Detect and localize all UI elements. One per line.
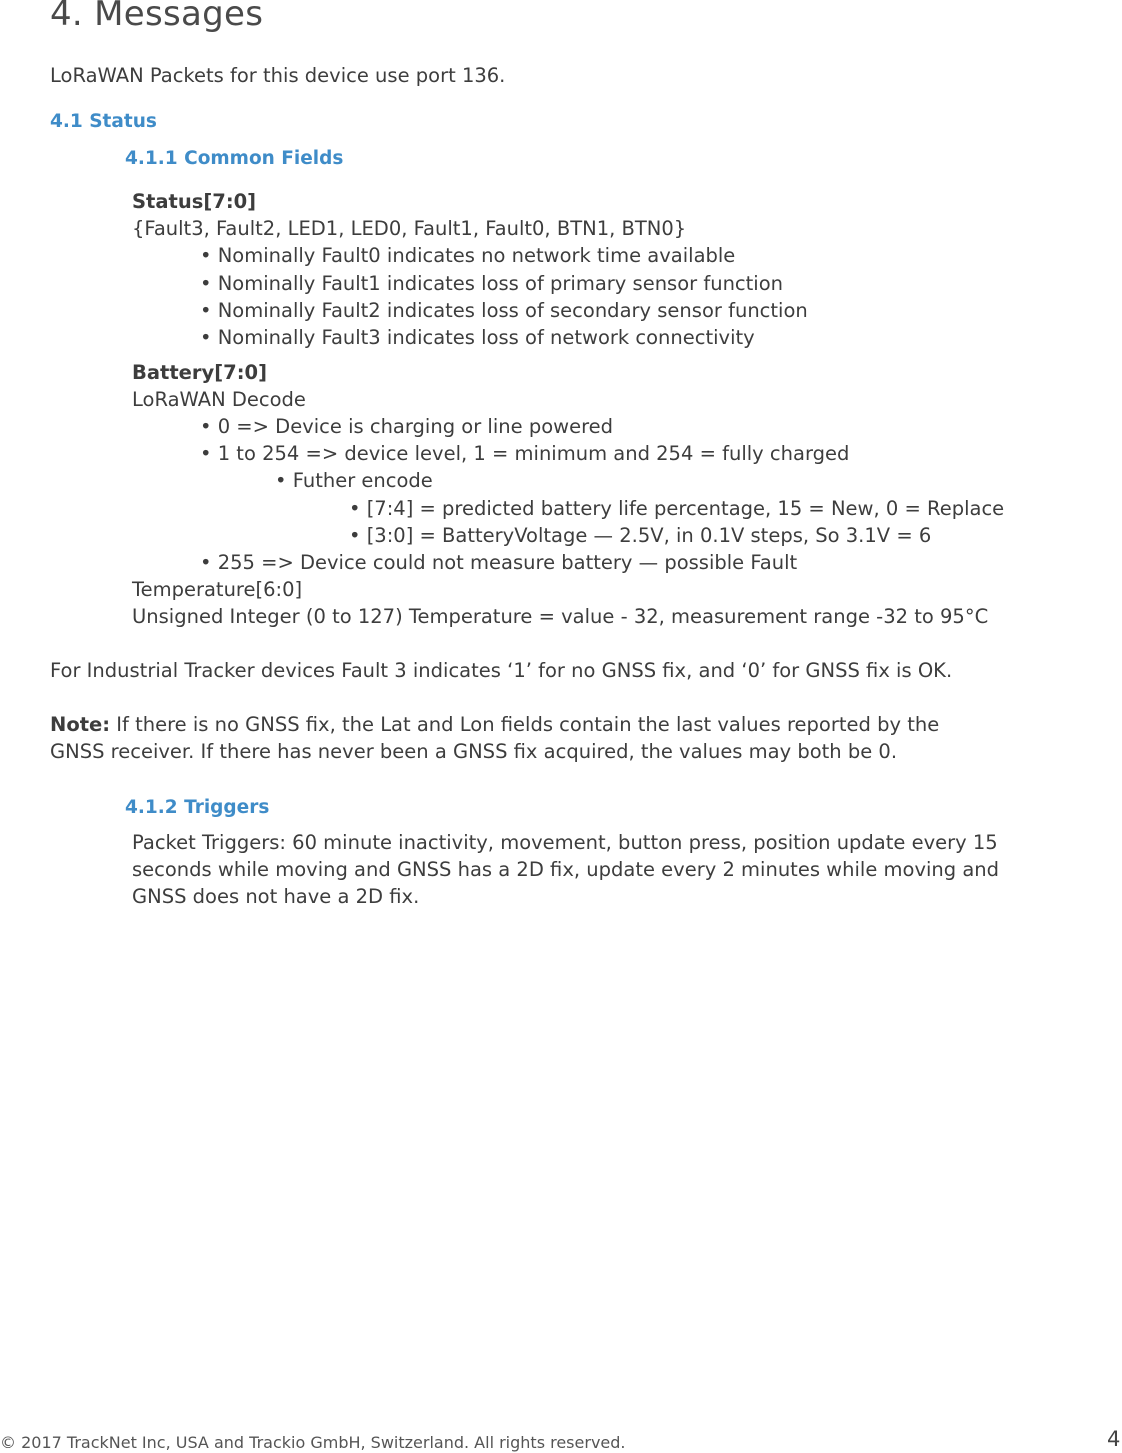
status-bullet: • Nominally Fault0 indicates no network time available bbox=[200, 244, 736, 267]
subsection-heading-triggers: 4.1.2 Triggers bbox=[125, 797, 270, 818]
battery-bullet-nested-2: • [3:0] = BatteryVoltage — 2.5V, in 0.1V steps, So 3.1V = 6 bbox=[349, 524, 932, 547]
triggers-line: Packet Triggers: 60 minute inactivity, movement, button press, position update every 15 bbox=[132, 831, 998, 854]
subsection-heading-common-fields: 4.1.1 Common Fields bbox=[125, 148, 344, 169]
temperature-field-desc: Unsigned Integer (0 to 127) Temperature = value - 32, measurement range -32 to 95°C bbox=[132, 605, 989, 628]
status-bullet: • Nominally Fault1 indicates loss of primary sensor function bbox=[200, 272, 784, 295]
section-heading-status: 4.1 Status bbox=[50, 111, 157, 132]
note-label: Note: bbox=[50, 713, 111, 736]
note-text: If there is no GNSS fix, the Lat and Lon fields contain the last values reported by the bbox=[110, 713, 940, 736]
gnss-note-line-1 bbox=[50, 711, 939, 738]
battery-bullet-nested: • Futher encode bbox=[275, 469, 433, 492]
industrial-tracker-note: For Industrial Tracker devices Fault 3 indicates ‘1’ for no GNSS fix, and ‘0’ for GNSS fix is OK. bbox=[50, 659, 953, 682]
temperature-field-label: Temperature[6:0] bbox=[132, 578, 303, 601]
battery-bullet-nested-2: • [7:4] = predicted battery life percentage, 15 = New, 0 = Replace bbox=[349, 497, 1005, 520]
battery-bullet: • 255 => Device could not measure battery — possible Fault bbox=[200, 551, 798, 574]
page-number: 4 bbox=[1107, 1427, 1121, 1451]
status-field-bits: {Fault3, Fault2, LED1, LED0, Fault1, Fault0, BTN1, BTN0} bbox=[132, 217, 687, 240]
battery-decode-label: LoRaWAN Decode bbox=[132, 388, 306, 411]
battery-field-label: Battery[7:0] bbox=[132, 361, 267, 384]
status-field-label: Status[7:0] bbox=[132, 190, 257, 213]
page-title: 4. Messages bbox=[50, 0, 264, 34]
copyright-footer: © 2017 TrackNet Inc, USA and Trackio GmbH, Switzerland. All rights reserved. bbox=[0, 1433, 626, 1452]
battery-bullet: • 0 => Device is charging or line powered bbox=[200, 415, 614, 438]
gnss-note-line-2: GNSS receiver. If there has never been a GNSS fix acquired, the values may both be 0. bbox=[50, 740, 898, 763]
status-bullet: • Nominally Fault2 indicates loss of secondary sensor function bbox=[200, 299, 808, 322]
triggers-line: seconds while moving and GNSS has a 2D fix, update every 2 minutes while moving and bbox=[132, 858, 1000, 881]
intro-text: LoRaWAN Packets for this device use port 136. bbox=[50, 64, 506, 87]
status-bullet: • Nominally Fault3 indicates loss of network connectivity bbox=[200, 326, 755, 349]
battery-bullet: • 1 to 254 => device level, 1 = minimum and 254 = fully charged bbox=[200, 442, 850, 465]
triggers-line: GNSS does not have a 2D fix. bbox=[132, 885, 420, 908]
